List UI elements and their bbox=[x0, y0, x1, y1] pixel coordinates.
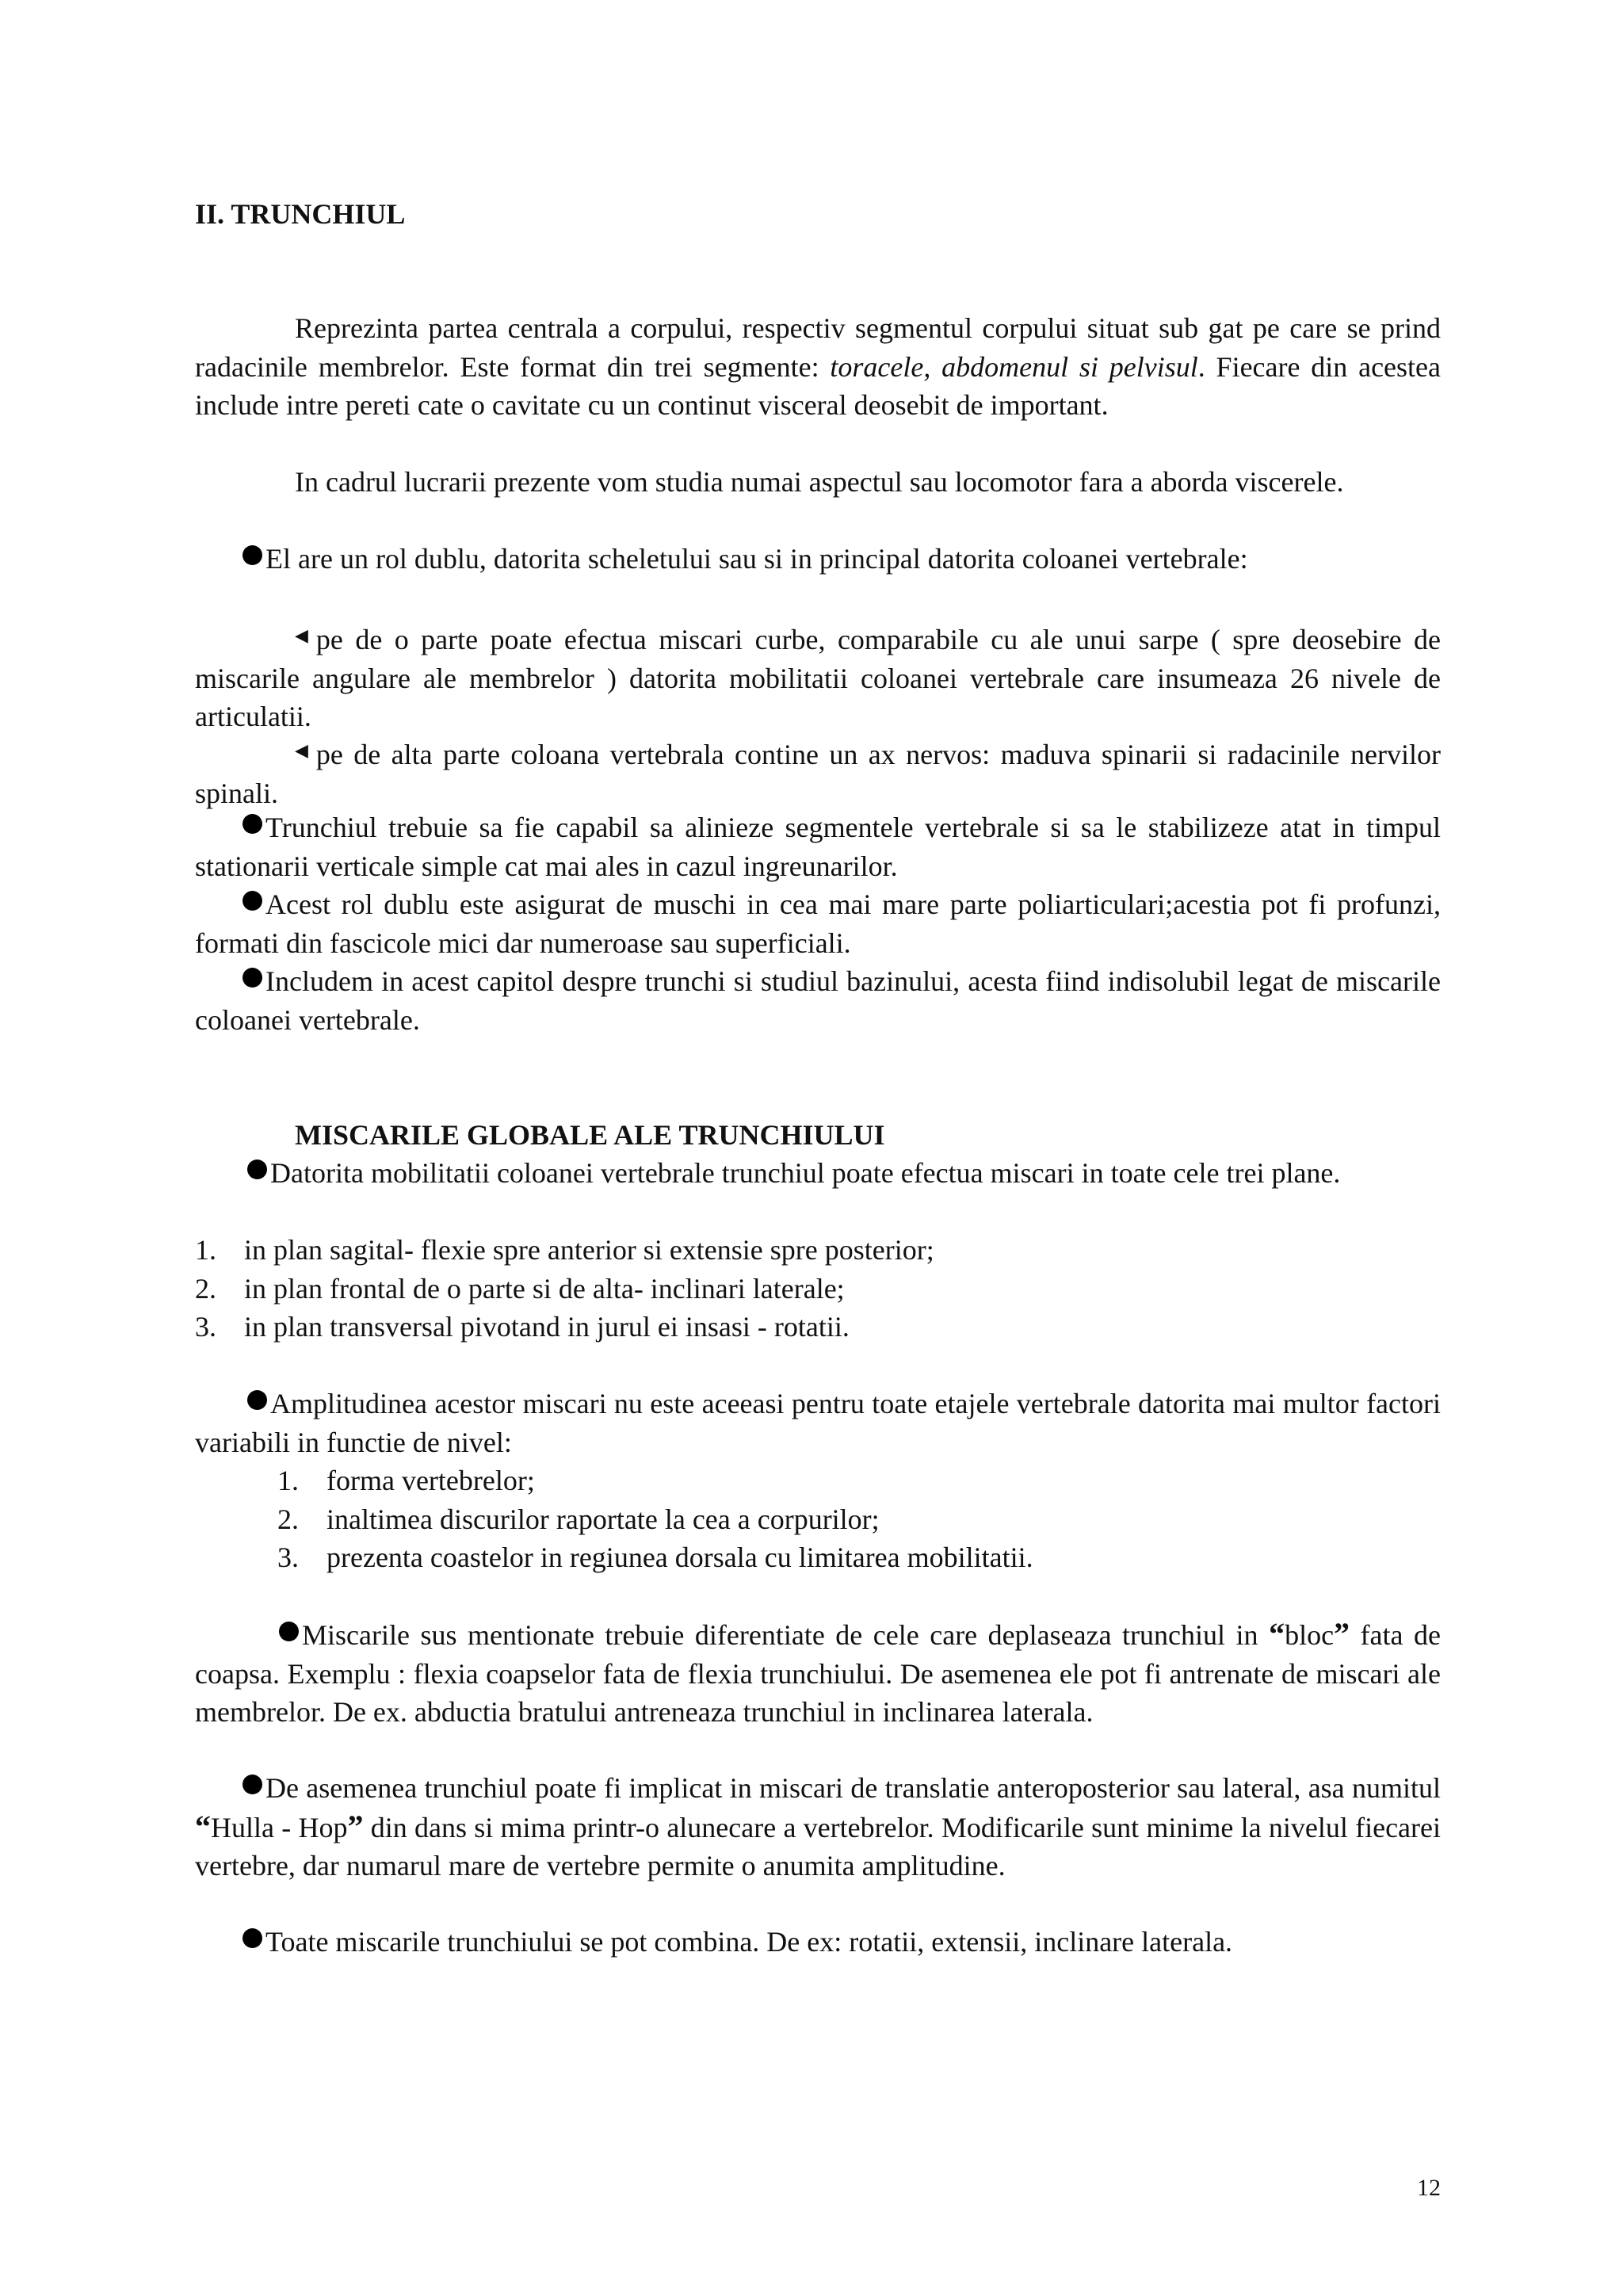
section-heading: MISCARILE GLOBALE ALE TRUNCHIULUI bbox=[295, 1119, 885, 1151]
bullet-dot-icon bbox=[247, 1390, 267, 1410]
list-text: in plan sagital- flexie spre anterior si extensie spre posterior; bbox=[244, 1234, 934, 1266]
bullet-dot-icon bbox=[242, 968, 262, 988]
list-text: inaltimea discurilor raportate la cea a corpurilor; bbox=[327, 1503, 880, 1535]
bullet-combinatii bbox=[195, 1923, 1441, 1962]
triangle-left-icon: ◀ bbox=[295, 740, 308, 760]
sub-bullet-miscari-curbe bbox=[195, 617, 1441, 736]
quoted-word: bloc bbox=[1285, 1619, 1335, 1651]
bullet-amplitudine bbox=[195, 1385, 1441, 1461]
list-number: 2. bbox=[277, 1503, 299, 1535]
list-number: 2. bbox=[195, 1272, 216, 1305]
list-number: 1. bbox=[195, 1234, 216, 1266]
close-quote: ” bbox=[347, 1808, 364, 1844]
quoted-word: Hulla - Hop bbox=[211, 1811, 348, 1843]
bullet-dot-icon bbox=[242, 545, 262, 565]
bullet-dot-icon bbox=[279, 1622, 299, 1641]
planes-list bbox=[195, 1231, 1441, 1347]
bullet-hulla-hop bbox=[195, 1769, 1441, 1885]
bullet-dot-icon bbox=[247, 1159, 267, 1179]
list-item bbox=[195, 1308, 1441, 1347]
bullet-plane bbox=[195, 1154, 1441, 1193]
sub-bullet-text: pe de alta parte coloana vertebrala contine un ax nervos: maduva spinarii si radacinile nervilor spinali. bbox=[195, 739, 1441, 809]
bullet-dot-icon bbox=[242, 1775, 262, 1794]
bullet-muschi bbox=[195, 885, 1441, 962]
bullet-bazin bbox=[195, 962, 1441, 1039]
intro-italic-segments: toracele, abdomenul si pelvisul bbox=[830, 350, 1198, 383]
bullet-bloc bbox=[195, 1615, 1441, 1732]
bullet-dot-icon bbox=[242, 1928, 262, 1948]
bullet-text: De asemenea trunchiul poate fi implicat in miscari de translatie anteroposterior sau lateral, asa numitul bbox=[265, 1772, 1441, 1804]
bullet-text: Acest rol dublu este asigurat de muschi in cea mai mare parte poliarticulari;acestia pot fi profunzi, formati din fascicole mici dar numeroase sau superficiali. bbox=[195, 888, 1441, 959]
list-number: 1. bbox=[277, 1465, 299, 1496]
bullet-text: din dans si mima printr-o alunecare a vertebrelor. Modificarile sunt minime la nivelul fiecarei vertebre, dar numarul mare de vertebre permite o anumita amplitudine. bbox=[195, 1811, 1441, 1881]
bullet-text: Toate miscarile trunchiului se pot combina. De ex: rotatii, extensii, inclinare laterala. bbox=[265, 1926, 1233, 1958]
list-item bbox=[277, 1500, 1441, 1539]
chapter-heading: II. TRUNCHIUL bbox=[195, 198, 406, 230]
intro-text-pre: Reprezinta partea centrala a corpului, respectiv segmentul corpului situat sub gat pe care se prind radacinile membrelor. Este format din trei segmente: bbox=[195, 312, 1441, 383]
bullet-dot-icon bbox=[242, 814, 262, 834]
open-quote: “ bbox=[195, 1808, 211, 1844]
bullet-text: Includem in acest capitol despre trunchi si studiul bazinului, acesta fiind indisolubil legat de miscarile coloanei vertebrale. bbox=[195, 965, 1441, 1036]
open-quote: “ bbox=[1269, 1616, 1285, 1652]
bullet-dot-icon bbox=[242, 891, 262, 911]
list-number: 3. bbox=[195, 1311, 216, 1343]
list-text: forma vertebrelor; bbox=[327, 1465, 535, 1496]
bullet-text: Trunchiul trebuie sa fie capabil sa alinieze segmentele vertebrale si sa le stabilizeze atat in timpul stationarii verticale simple cat mai ales in cazul ingreunarilor. bbox=[195, 812, 1441, 882]
list-item bbox=[195, 1231, 1441, 1270]
list-text: prezenta coastelor in regiunea dorsala cu limitarea mobilitatii. bbox=[327, 1541, 1033, 1573]
sub-bullet-ax-nervos bbox=[195, 732, 1441, 812]
bullet-rol-dublu bbox=[195, 540, 1441, 579]
list-text: in plan transversal pivotand in jurul ei insasi - rotatii. bbox=[244, 1311, 850, 1343]
triangle-left-icon: ◀ bbox=[295, 625, 308, 645]
list-number: 3. bbox=[277, 1541, 299, 1573]
list-item bbox=[195, 1270, 1441, 1308]
list-text: in plan frontal de o parte si de alta- inclinari laterale; bbox=[244, 1272, 845, 1305]
bullet-text: fata de coapsa. Exemplu : flexia coapselor fata de flexia trunchiului. De asemenea ele pot fi antrenate de miscari ale membrelor. De ex. abductia bratului antreneaza trunchiul in inclinarea laterala. bbox=[195, 1619, 1441, 1728]
bullet-text: El are un rol dublu, datorita scheletului sau si in principal datorita coloanei vertebrale: bbox=[265, 543, 1248, 575]
bullet-text: Amplitudinea acestor miscari nu este aceeasi pentru toate etajele vertebrale datorita mai multor factori variabili in functie de nivel: bbox=[195, 1388, 1441, 1458]
paragraph-locomotor: In cadrul lucrarii prezente vom studia numai aspectul sau locomotor fara a aborda viscerele. bbox=[295, 466, 1344, 498]
list-item bbox=[277, 1461, 1441, 1500]
list-item bbox=[277, 1538, 1441, 1577]
intro-paragraph bbox=[195, 309, 1441, 425]
bullet-text: Datorita mobilitatii coloanei vertebrale trunchiul poate efectua miscari in toate cele trei plane. bbox=[270, 1157, 1341, 1189]
factors-list bbox=[277, 1461, 1441, 1577]
intro-text-post: . Fiecare din acestea include intre pereti cate o cavitate cu un continut visceral deosebit de important. bbox=[195, 350, 1441, 421]
page-number: 12 bbox=[1417, 2175, 1441, 2201]
bullet-aliniere bbox=[195, 808, 1441, 885]
close-quote: ” bbox=[1334, 1616, 1350, 1652]
sub-bullet-text: pe de o parte poate efectua miscari curbe, comparabile cu ale unui sarpe ( spre deosebire de miscarile angulare ale membrelor ) datorita mobilitatii coloanei vertebrale care insumeaza 26 nivele de articulatii. bbox=[195, 624, 1441, 732]
bullet-text: Miscarile sus mentionate trebuie diferentiate de cele care deplaseaza trunchiul in bbox=[302, 1619, 1270, 1651]
